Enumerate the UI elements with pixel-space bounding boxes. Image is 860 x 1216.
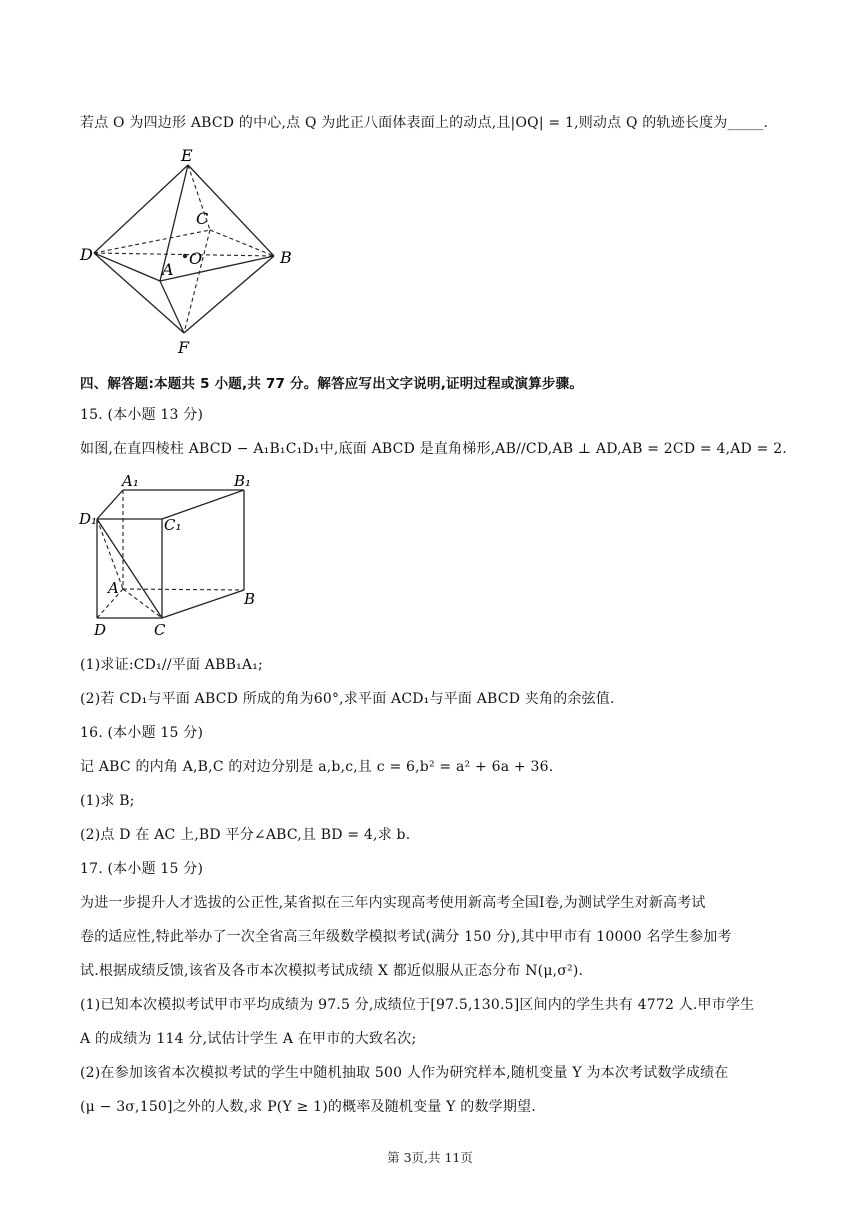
q17-part1-line1: (1)已知本次模拟考试甲市平均成绩为 97.5 分,成绩位于[97.5,130.5]区间内的学生共有 4772 人.甲市学生 xyxy=(80,997,755,1013)
q14-text: 若点 O 为四边形 ABCD 的中心,点 Q 为此正八面体表面上的动点,且|OQ| = 1,则动点 Q 的轨迹长度为_____. xyxy=(80,115,769,131)
label-b: B xyxy=(280,248,292,267)
label-c: C xyxy=(196,209,209,228)
label-c: C xyxy=(154,621,166,639)
q15-part2: (2)若 CD₁与平面 ABCD 所成的角为60°,求平面 ACD₁与平面 ABCD 夹角的余弦值. xyxy=(80,691,615,707)
label-c1: C₁ xyxy=(164,516,182,534)
label-e: E xyxy=(181,146,193,165)
q17-line2: 卷的适应性,特此举办了一次全省高三年级数学模拟考试(满分 150 分),其中甲市有 10000 名学生参加考 xyxy=(80,929,732,945)
q16-part2: (2)点 D 在 AC 上,BD 平分∠ABC,且 BD = 4,求 b. xyxy=(80,827,411,843)
center-point-o xyxy=(183,254,187,258)
page-footer: 第 3页,共 11页 xyxy=(387,1150,473,1165)
q16-text: 记 ABC 的内角 A,B,C 的对边分别是 a,b,c,且 c = 6,b² = a² + 6a + 36. xyxy=(80,759,554,775)
q17-line1: 为进一步提升人才选拔的公正性,某省拟在三年内实现高考使用新高考全国Ⅰ卷,为测试学生对新高考试 xyxy=(80,895,706,911)
q15-title: 15. (本小题 13 分) xyxy=(80,407,204,423)
q16-part1: (1)求 B; xyxy=(80,793,135,809)
label-b: B xyxy=(244,590,256,608)
q17-title: 17. (本小题 15 分) xyxy=(80,861,204,877)
section-4-header: 四、解答题:本题共 5 小题,共 77 分。解答应写出文字说明,证明过程或演算步骤。 xyxy=(80,376,584,392)
q16-title: 16. (本小题 15 分) xyxy=(80,725,204,741)
label-d: D xyxy=(80,245,93,264)
label-a: A xyxy=(162,260,174,279)
prism-figure xyxy=(78,472,268,640)
q17-part2-line1: (2)在参加该省本次模拟考试的学生中随机抽取 500 人作为研究样本,随机变量 Y 为本次考试数学成绩在 xyxy=(80,1065,729,1081)
label-o: O xyxy=(189,249,203,268)
q15-part1: (1)求证:CD₁//平面 ABB₁A₁; xyxy=(80,657,263,673)
label-f: F xyxy=(178,338,190,357)
q15-text: 如图,在直四棱柱 ABCD − A₁B₁C₁D₁中,底面 ABCD 是直角梯形,AB//CD,AB ⊥ AD,AB = 2CD = 4,AD = 2. xyxy=(80,441,787,457)
label-b1: B₁ xyxy=(234,472,252,490)
label-a: A xyxy=(108,579,119,597)
q17-part1-line2: A 的成绩为 114 分,试估计学生 A 在甲市的大致名次; xyxy=(80,1031,417,1047)
label-d1: D₁ xyxy=(79,510,98,528)
label-d: D xyxy=(94,621,107,639)
q17-part2-line2: (μ − 3σ,150]之外的人数,求 P(Y ≥ 1)的概率及随机变量 Y 的数学期望. xyxy=(80,1099,536,1115)
label-a1: A₁ xyxy=(122,472,139,490)
q17-line3: 试.根据成绩反馈,该省及各市本次模拟考试成绩 X 都近似服从正态分布 N(μ,σ²). xyxy=(80,963,584,979)
octahedron-figure xyxy=(78,145,308,360)
